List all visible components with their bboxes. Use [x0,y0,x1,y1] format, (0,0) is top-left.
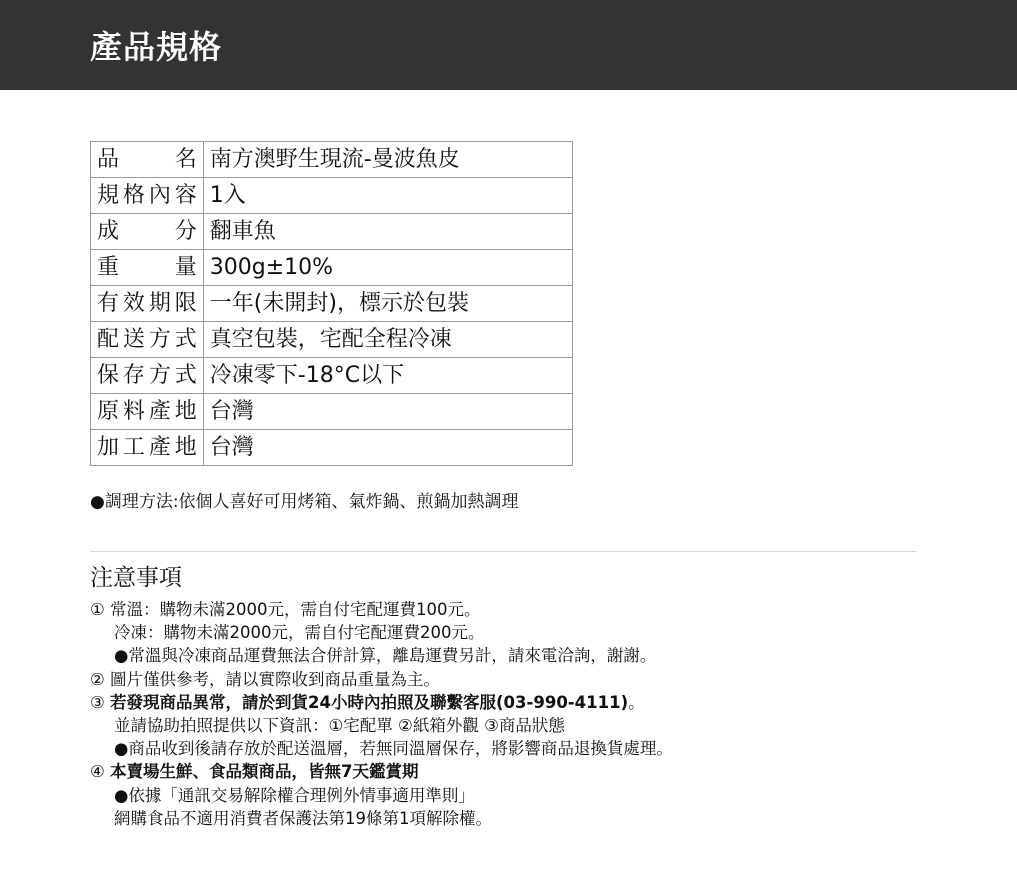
table-row [91,142,573,178]
table-row [91,358,573,394]
spec-label-delivery: 配送方式 [91,322,204,358]
spec-label-expiry: 有效期限 [91,286,204,322]
note-line: ① 常溫：購物未滿2000元，需自付宅配運費100元。 [90,600,481,619]
note-line: ② 圖片僅供參考，請以實際收到商品重量為主。 [90,669,441,689]
spec-value-origin: 台灣 [203,394,572,430]
spec-label-content: 規格內容 [91,178,204,214]
spec-value-name: 南方澳野生現流-曼波魚皮 [203,142,572,178]
spec-value-weight: 300g±10% [203,250,572,286]
spec-value-expiry: 一年(未開封)，標示於包裝 [203,286,572,322]
spec-value-processing: 台灣 [203,430,572,466]
note-emphasis: 若發現商品異常，請於到貨24小時內拍照及聯繫客服(03-990-4111) [110,692,629,712]
note-prefix: ③ [90,692,111,712]
table-row [91,394,573,430]
spec-label-origin: 原料產地 [91,394,204,430]
notes-list [90,598,990,830]
cooking-method: ●調理方法:依個人喜好可用烤箱、氣炸鍋、煎鍋加熱調理 [90,492,519,512]
note-line [90,760,990,783]
spec-label-storage: 保存方式 [91,358,204,394]
header-bar [0,0,1017,90]
note-line: 網購食品不適用消費者保護法第19條第1項解除權。 [114,808,492,828]
spec-table [90,141,573,466]
spec-value-content: 1入 [203,178,572,214]
note-suffix: 。 [628,692,645,712]
table-row [91,214,573,250]
note-line: ●商品收到後請存放於配送溫層，若無同溫層保存，將影響商品退換貨處理。 [114,739,673,759]
page-title: 產品規格 [90,28,223,66]
table-row [91,178,573,214]
spec-value-delivery: 真空包裝，宅配全程冷凍 [203,322,572,358]
note-line: ●依據「通訊交易解除權合理例外情事適用準則」 [114,785,475,805]
table-row [91,430,573,466]
divider [90,551,916,552]
notes-title: 注意事項 [90,565,182,591]
table-row [91,250,573,286]
table-row [91,322,573,358]
note-line: 並請協助拍照提供以下資訊：①宅配單 ②紙箱外觀 ③商品狀態 [114,716,565,736]
note-line: ●常溫與冷凍商品運費無法合併計算，離島運費另計，請來電洽詢，謝謝。 [114,646,657,666]
spec-label-ingredient: 成 分 [91,214,204,250]
spec-label-name: 品 名 [91,142,204,178]
spec-value-ingredient: 翻車魚 [203,214,572,250]
spec-label-weight: 重 量 [91,250,204,286]
note-line [90,691,990,714]
spec-label-processing: 加工產地 [91,430,204,466]
spec-value-storage: 冷凍零下-18°C以下 [203,358,572,394]
table-row [91,286,573,322]
note-line: 冷凍：購物未滿2000元，需自付宅配運費200元。 [114,623,485,643]
note-prefix: ④ [90,762,111,782]
note-emphasis: 本賣場生鮮、食品類商品，皆無7天鑑賞期 [110,762,419,782]
